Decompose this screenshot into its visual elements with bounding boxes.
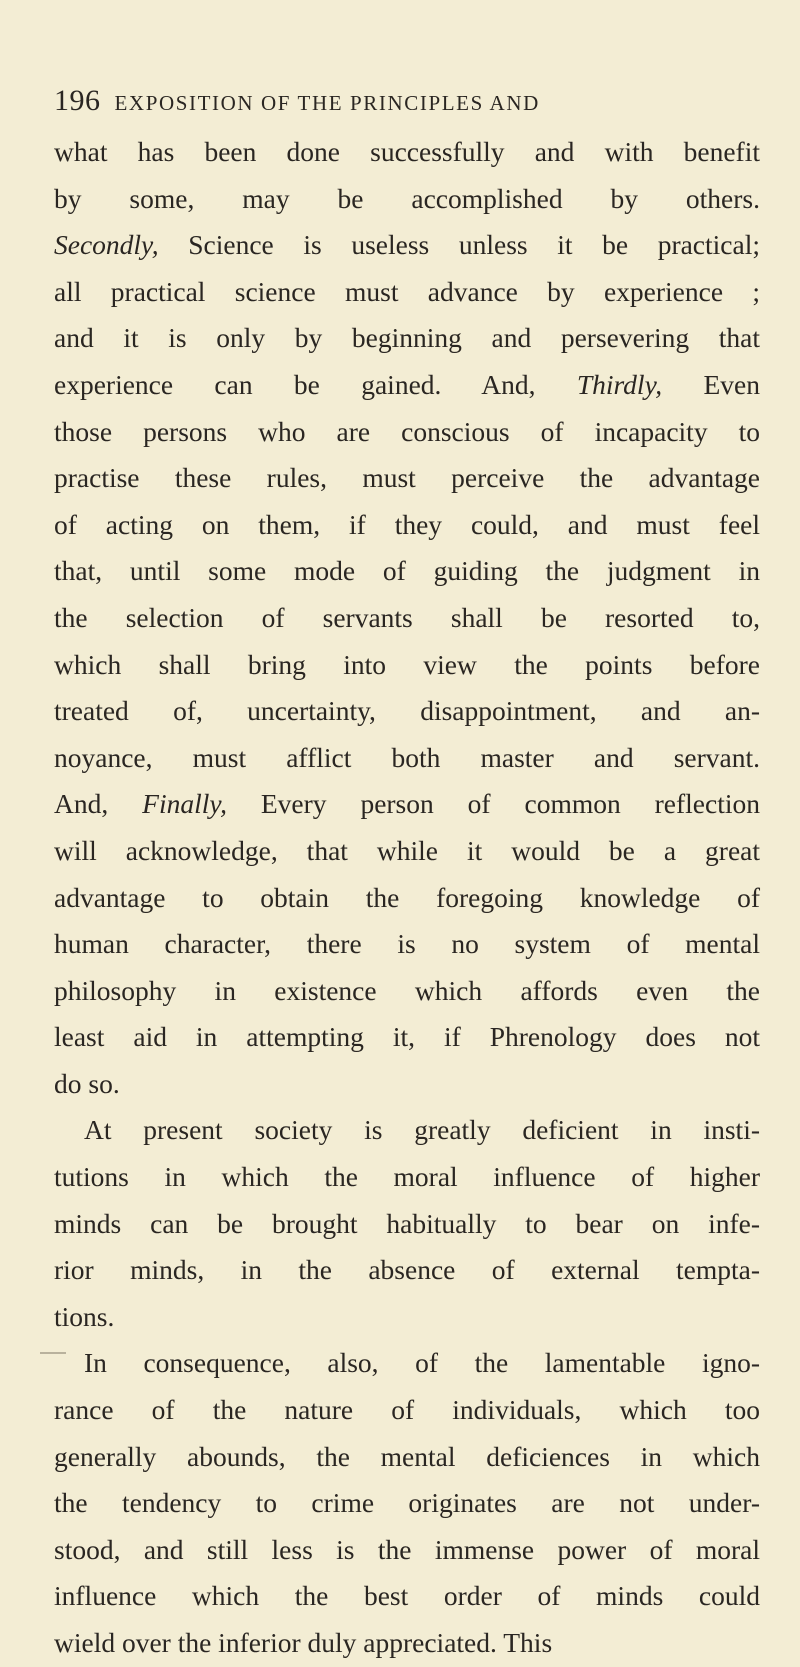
text-line: At present society is greatly deficient in insti- [84, 1114, 760, 1146]
text-line: advantage to obtain the foregoing knowledge of [54, 881, 760, 913]
text-line: what has been done successfully and with benefit [54, 136, 760, 167]
paragraph [54, 1107, 760, 1340]
text-line: and it is only by beginning and persevering that [54, 322, 760, 354]
text-line: least aid in attempting it, if Phrenology does not [54, 1021, 760, 1053]
text-line: rior minds, in the absence of external tempta- [54, 1254, 760, 1286]
text-line: experience can be gained. And, Thirdly, Even [54, 368, 760, 400]
text-line: all practical science must advance by experience ; [54, 275, 760, 307]
page-smudge [40, 1352, 66, 1354]
running-title: EXPOSITION OF THE PRINCIPLES AND [114, 91, 540, 115]
text-line: practise these rules, must perceive the advantage [54, 462, 760, 494]
text-line: do so. [54, 1067, 120, 1099]
text-line: noyance, must afflict both master and servant. [54, 741, 760, 773]
paragraph [54, 129, 760, 1107]
text-line: stood, and still less is the immense power of moral [54, 1533, 760, 1565]
text-line: Secondly, Science is useless unless it be practical; [54, 229, 760, 261]
text-line: philosophy in existence which affords even the [54, 974, 760, 1006]
body-text [54, 129, 760, 1667]
text-line: which shall bring into view the points before [54, 648, 760, 680]
text-line: rance of the nature of individuals, which too [54, 1394, 760, 1426]
text-line: treated of, uncertainty, disappointment, and an- [54, 695, 760, 727]
page-header [54, 84, 694, 124]
text-line: influence which the best order of minds could [54, 1580, 760, 1612]
text-line: minds can be brought habitually to bear on infe- [54, 1207, 760, 1239]
text-line: generally abounds, the mental deficiences in which [54, 1440, 760, 1472]
text-line: tions. [54, 1300, 115, 1332]
text-line: those persons who are conscious of incapacity to [54, 415, 760, 447]
text-line: wield over the inferior duly appreciated. This [54, 1627, 553, 1658]
text-line: that, until some mode of guiding the judgment in [54, 555, 760, 587]
text-line: the selection of servants shall be resorted to, [54, 601, 760, 633]
text-line: And, Finally, Every person of common reflection [54, 788, 760, 820]
page-number: 196 [54, 84, 101, 117]
text-line: tutions in which the moral influence of higher [54, 1161, 760, 1193]
text-line: the tendency to crime originates are not under- [54, 1487, 760, 1519]
paragraph [54, 1340, 760, 1666]
text-line: In consequence, also, of the lamentable igno- [84, 1347, 760, 1379]
text-line: of acting on them, if they could, and must feel [54, 508, 760, 540]
text-line: human character, there is no system of mental [54, 928, 760, 960]
text-line: will acknowledge, that while it would be a great [54, 834, 760, 866]
text-line: by some, may be accomplished by others. [54, 182, 760, 214]
